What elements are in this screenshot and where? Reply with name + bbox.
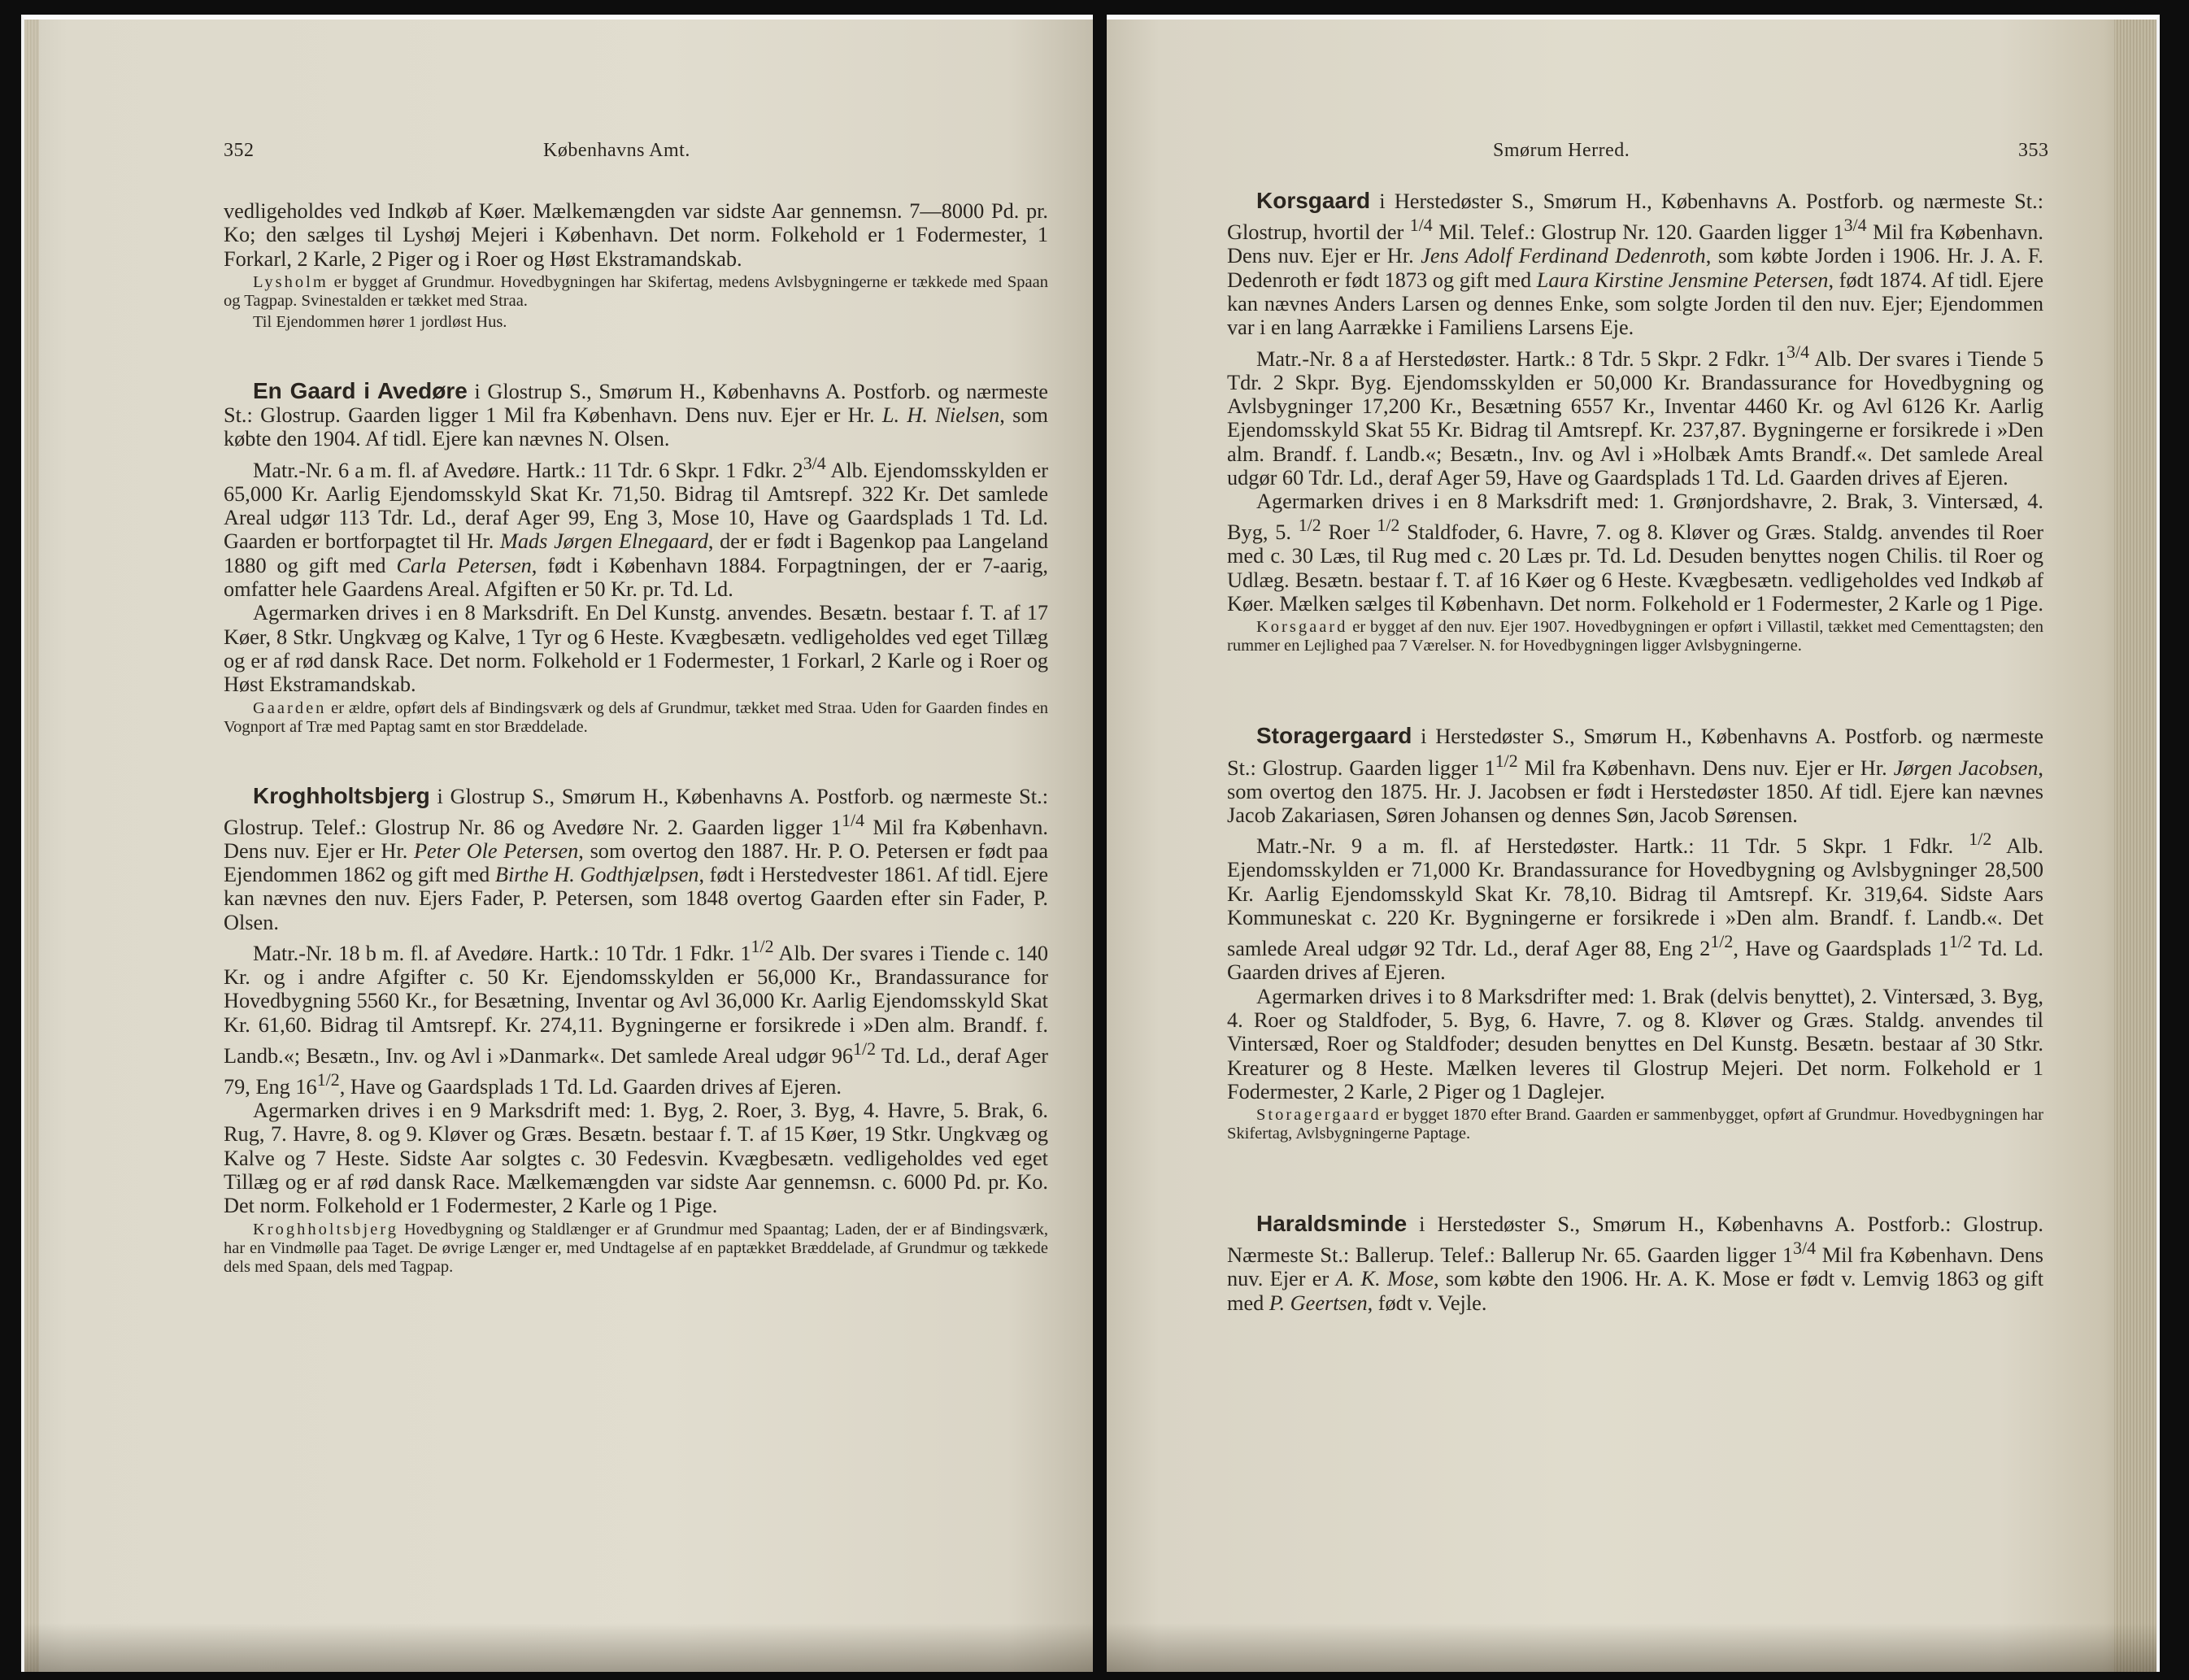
- owner-name: Peter Ole Petersen: [413, 838, 579, 863]
- entry-haraldsminde: [1227, 1212, 2043, 1315]
- entry-avedore: [224, 379, 1048, 737]
- paragraph: Haraldsminde i Herstedøster S., Smørum H., Københavns A. Postforb.: Glostrup. Nærmeste St.: Ballerup. Telef.: Ballerup Nr. 65. Gaarden ligger $1^{3/4}$ Mil fra København. Dens nuv. Ejer er A. K. Mose, som købte den 1906. Hr. A. K. Mose er født v. Lemvig 1863 og gift med P. Geertsen, født v. Vejle.: [1227, 1211, 2044, 1315]
- paragraph: Agermarken drives i en 9 Marksdrift med: 1. Byg, 2. Roer, 3. Byg, 4. Havre, 5. Brak, 6. Rug, 7. Havre, 8. og 9. Kløver og Græs. Besætn. bestaar f. T. af 15 Køer, 19 Stkr. Ungkvæg og Kalve og 7 Heste. Sidste Aar solgtes c. 30 Fedesvin. Kvægbesætn. vedligeholdes ved eget Tillæg og er af rød dansk Race. Mælkemængden var sidste Aar gennemsn. c. 6000 Pd. pr. Ko. Det norm. Folkehold er 1 Fodermester, 2 Karle og 1 Pige.: [224, 1099, 1048, 1218]
- page-edge: [2114, 20, 2156, 1672]
- paragraph: Agermarken drives i en 8 Marksdrift. En Del Kunstg. anvendes. Besætn. bestaar f. T. af 17 Køer, 8 Stkr. Ungkvæg og Kalve, 1 Tyr og 6 Heste. Kvægbesætn. vedligeholdes ved eget Tillæg og er af rød dansk Race. Det norm. Folkehold er 1 Fodermester, 1 Forkarl, 2 Karle og i Roer og Høst Ekstramandskab.: [224, 601, 1048, 697]
- paragraph: Matr.-Nr. 8 a af Herstedøster. Hartk.: 8 Tdr. 5 Skpr. 2 Fdkr. $1^{3/4}$ Alb. Der svares i Tiende 5 Tdr. 2 Skpr. Byg. Ejendomsskylden er 50,000 Kr. Brandassurance for Hovedbygning og Avlsbygninger 17,200 Kr., Besætning 6557 Kr., Inventar 4460 Kr. og Avl 6126 Kr. Aarlig Ejendomsskyld Skat 55 Kr. Bidrag til Amtsrepf. Kr. 237,87. Bygningerne er forsikrede i »Den alm. Brandf. f. Landb.«; Besætn., Inv. og Avl i »Holbæk Amts Brandf.«. Det samlede Areal udgør 60 Tdr. Ld., deraf Ager 59, Have og Gaardsplads 1 Td. Ld. Gaarden drives af Ejeren.: [1227, 341, 2043, 490]
- paragraph: Agermarken drives i en 8 Marksdrift med: 1. Grønjordshavre, 2. Brak, 3. Vintersæd, 4. Byg, 5. $^{1/2}$ Roer $^{1/2}$ Staldfoder, 6. Havre, 7. og 8. Kløver og Græs. Staldg. anvendes til Roer med c. 30 Læs, til Rug med c. 20 Læs pr. Td. Ld. Desuden benyttes nogen Chilis. til Roer og Udlæg. Besætn. bestaar f. T. af 16 Køer og 6 Heste. Kvægbesætn. vedligeholdes ved Indkøb af Køer. Mælken sælges til København. Det norm. Folkehold er 1 Fodermester, 2 Karle og 1 Pige.: [1227, 490, 2043, 616]
- person-name: Mads Jørgen Elnegaard: [499, 529, 708, 554]
- paragraph: vedligeholdes ved Indkøb af Køer. Mælkemængden var sidste Aar gennemsn. 7—8000 Pd. pr. Ko; den sælges til Lyshøj Mejeri i København. Det norm. Folkehold er 1 Fodermester, 1 Forkarl, 2 Karle, 2 Piger og i Roer og Høst Ekstramandskab.: [224, 199, 1048, 271]
- entry-title: Storagergaard: [1256, 723, 1412, 749]
- person-name: Carla Petersen: [396, 553, 532, 577]
- right-page: [1107, 15, 2160, 1672]
- owner-name: L. H. Nielsen: [881, 403, 1000, 428]
- note-lead: Lysholm: [253, 272, 329, 291]
- note-lead: Storagergaard: [1256, 1106, 1382, 1125]
- running-head: Københavns Amt.: [543, 140, 690, 161]
- fraction: 3/4: [1786, 341, 1810, 362]
- person-name: Birthe H. Godthjælpsen: [494, 863, 699, 887]
- fraction: 1/2: [316, 1069, 340, 1090]
- entry-title: Kroghholtsbjerg: [253, 782, 430, 808]
- paragraph: Matr.-Nr. 18 b m. fl. af Avedøre. Hartk.: 10 Tdr. 1 Fdkr. $1^{1/2}$ Alb. Der svares i Tiende c. 140 Kr. og i andre Afgifter c. 50 Kr. Ejendomsskylden er 56,000 Kr., Brandassurance for Hovedbygning 5560 Kr., for Besætning, Inventar og Avl 36,000 Kr. Aarlig Ejendomsskyld Skat Kr. 61,60. Bidrag til Amtsrepf. Kr. 274,11. Bygningerne er forsikrede i »Den alm. Brandf. f. Landb.«; Besætn., Inv. og Avl i »Danmark«. Det samlede Areal udgør $96^{1/2}$ Td. Ld., deraf Ager 79, Eng $16^{1/2}$, Have og Gaardsplads 1 Td. Ld. Gaarden drives af Ejeren.: [224, 936, 1048, 1099]
- paragraph: Matr.-Nr. 9 a m. fl. af Herstedøster. Hartk.: 11 Tdr. 5 Skpr. 1 Fdkr. $^{1/2}$ Alb. Ejendomsskylden er 71,000 Kr. Brandassurance for Hovedbygning og Avlsbygninger 28,500 Kr. Aarlig Ejendomsskyld Skat Kr. 78,10. Bidrag til Amtsrepf. Kr. 319,64. Sidste Aars Kommuneskat c. 220 Kr. Bygningerne er forsikrede i »Den alm. Brandf. f. Landb.«. Det samlede Areal udgør 92 Tdr. Ld., deraf Ager 88, Eng $2^{1/2}$, Have og Gaardsplads $1^{1/2}$ Td. Ld. Gaarden drives af Ejeren.: [1227, 829, 2044, 985]
- person-name: P. Geertsen: [1269, 1290, 1368, 1315]
- fraction: 1/2: [1969, 829, 1992, 850]
- entry-title: Haraldsminde: [1256, 1211, 1408, 1237]
- footnote: Til Ejendommen hører 1 jordløst Hus.: [253, 312, 507, 331]
- fraction: 3/4: [803, 452, 826, 473]
- paragraph: Korsgaard i Herstedøster S., Smørum H., Københavns A. Postforb. og nærmeste St.: Glostrup, hvortil der $^{1/4}$ Mil. Telef.: Glostrup Nr. 120. Gaarden ligger $1^{3/4}$ Mil fra København. Dens nuv. Ejer er Hr. Jens Adolf Ferdinand Dedenroth, som købte Jorden i 1906. Hr. J. A. F. Dedenroth er født 1873 og gift med Laura Kirstine Jensmine Petersen, født 1874. Af tidl. Ejere kan nævnes Anders Larsen og dennes Enke, som solgte Jorden til den nuv. Ejer; Ejendommen var i en lang Aarrække i Familiens Larsens Eje.: [1227, 188, 2044, 340]
- page-body: [1227, 189, 2043, 1315]
- fraction: 1/2: [1495, 750, 1518, 771]
- entry-storagergaard: [1227, 724, 2043, 1143]
- owner-name: Jens Adolf Ferdinand Dedenroth: [1421, 244, 1706, 268]
- building-note: [224, 273, 1048, 311]
- note-text: Hovedbygning og Staldlænger er af Grundmur med Spaantag; Laden, der er af Bindingsværk, har en Vindmølle paa Taget. De øvrige Længer er, med Undtagelse af en paptækket Bræddelade, af Grundmur og tækkede dels med Spaan, dels med Tagpap.: [224, 1220, 1048, 1276]
- fraction: 1/4: [842, 809, 865, 830]
- entry-title: Korsgaard: [1256, 188, 1371, 213]
- fraction: 1/2: [1298, 515, 1321, 536]
- paragraph: Kroghholtsbjerg i Glostrup S., Smørum H., Københavns A. Postforb. og nærmeste St.: Glostrup. Telef.: Glostrup Nr. 86 og Avedøre Nr. 2. Gaarden ligger $1^{1/4}$ Mil fra København. Dens nuv. Ejer er Hr. Peter Ole Petersen, som overtog den 1887. Hr. P. O. Petersen er født paa Ejendommen 1862 og gift med Birthe H. Godthjælpsen, født i Herstedvester 1861. Af tidl. Ejere kan nævnes den nuv. Ejers Fader, P. Petersen, som 1848 overtog Gaarden efter sin Fader, P. Olsen.: [224, 782, 1049, 934]
- owner-name: A. K. Mose: [1335, 1267, 1434, 1291]
- paragraph: Agermarken drives i to 8 Marksdrifter med: 1. Brak (delvis benyttet), 2. Vintersæd, 3. Byg, 4. Roer og Staldfoder, 5. Byg, 6. Havre, 7. og 8. Kløver og Græs. Staldg. anvendes til Vintersæd, Roer og Staldfoder; desuden benyttes en Del Kunstg. Besætn. bestaar af 30 Stkr. Kreaturer og 8 Heste. Mælken leveres til Glostrup Mejeri. Det norm. Folkehold er 1 Fodermester, 2 Karle, 2 Piger og 1 Daglejer.: [1227, 984, 2043, 1103]
- note-lead: Gaarden: [253, 699, 327, 717]
- fraction: 1/2: [853, 1038, 877, 1060]
- note-text: er bygget 1870 efter Brand. Gaarden er sammenbygget, opført af Grundmur. Hovedbygningen har Skifertag, Avlsbygningerne Paptage.: [1227, 1106, 2043, 1143]
- building-note: [224, 699, 1048, 737]
- entry-continuation: [224, 199, 1048, 332]
- person-name: Laura Kirstine Jensmine Petersen: [1536, 268, 1829, 292]
- fraction: 1/4: [1409, 215, 1433, 236]
- fraction: 3/4: [1843, 215, 1867, 236]
- page-number: 352: [224, 140, 255, 161]
- entry-kroghholtsbjerg: [224, 784, 1048, 1277]
- page-number: 353: [2018, 140, 2049, 161]
- page-body: [224, 199, 1048, 1277]
- fraction: 1/2: [751, 936, 774, 957]
- building-note: [1227, 1106, 2043, 1143]
- paragraph: Matr.-Nr. 6 a m. fl. af Avedøre. Hartk.: 11 Tdr. 6 Skpr. 1 Fdkr. $2^{3/4}$ Alb. Ejendomsskylden er 65,000 Kr. Aarlig Ejendomsskyld Skat Kr. 71,50. Bidrag til Amtsrepf. 322 Kr. Det samlede Areal udgør 113 Tdr. Ld., deraf Ager 99, Eng 3, Mose 10, Have og Gaardsplads 1 Td. Ld. Gaarden er bortforpagtet til Hr. Mads Jørgen Elnegaard, der er født i Bagenkop paa Langeland 1880 og gift med Carla Petersen, født i København 1884. Forpagtningen, der er 7-aarig, omfatter hele Gaardens Areal. Afgiften er 50 Kr. pr. Td. Ld.: [224, 452, 1048, 602]
- fraction: 3/4: [1793, 1238, 1817, 1259]
- entry-title: En Gaard i Avedøre: [253, 377, 468, 403]
- running-head: Smørum Herred.: [1493, 140, 1630, 161]
- building-note: [224, 1221, 1048, 1277]
- paragraph: En Gaard i Avedøre i Glostrup S., Smørum H., Københavns A. Postforb. og nærmeste St.: Glostrup. Gaarden ligger 1 Mil fra København. Dens nuv. Ejer er Hr. L. H. Nielsen, som købte den 1904. Af tidl. Ejere kan nævnes N. Olsen.: [224, 377, 1048, 451]
- note-text: er bygget af den nuv. Ejer 1907. Hovedbygningen er opført i Villastil, tækket med Cementtagsten; den rummer en Lejlighed paa 7 Værelser. N. for Hovedbygningen ligger Avlsbygningerne.: [1227, 618, 2043, 655]
- note-text: er bygget af Grundmur. Hovedbygningen har Skifertag, medens Avlsbygningerne er tækkede med Spaan og Tagpap. Svinestalden er tækket med Straa.: [224, 272, 1048, 310]
- fraction: 1/2: [1948, 931, 1972, 952]
- page-edge: [24, 20, 39, 1672]
- fraction: 1/2: [1710, 931, 1734, 952]
- note-lead: Kroghholtsbjerg: [253, 1220, 399, 1238]
- entry-korsgaard: [1227, 189, 2043, 655]
- building-note: [1227, 618, 2043, 655]
- fraction: 1/2: [1377, 515, 1400, 536]
- owner-name: Jørgen Jacobsen: [1893, 755, 2039, 780]
- note-lead: Korsgaard: [1256, 618, 1348, 637]
- left-page: [21, 15, 1093, 1672]
- note-text: er ældre, opført dels af Bindingsværk og dels af Grundmur, tækket med Straa. Uden for Gaarden findes en Vognport af Træ med Paptag samt en stor Bræddelade.: [224, 699, 1048, 736]
- paragraph: Storagergaard i Herstedøster S., Smørum H., Københavns A. Postforb. og nærmeste St.: Glostrup. Gaarden ligger $1^{1/2}$ Mil fra København. Dens nuv. Ejer er Hr. Jørgen Jacobsen, som overtog den 1875. Hr. J. Jacobsen er født i Herstedøster 1850. Af tidl. Ejere kan nævnes Jacob Zakariasen, Søren Johansen og dennes Søn, Jacob Sørensen.: [1227, 723, 2043, 827]
